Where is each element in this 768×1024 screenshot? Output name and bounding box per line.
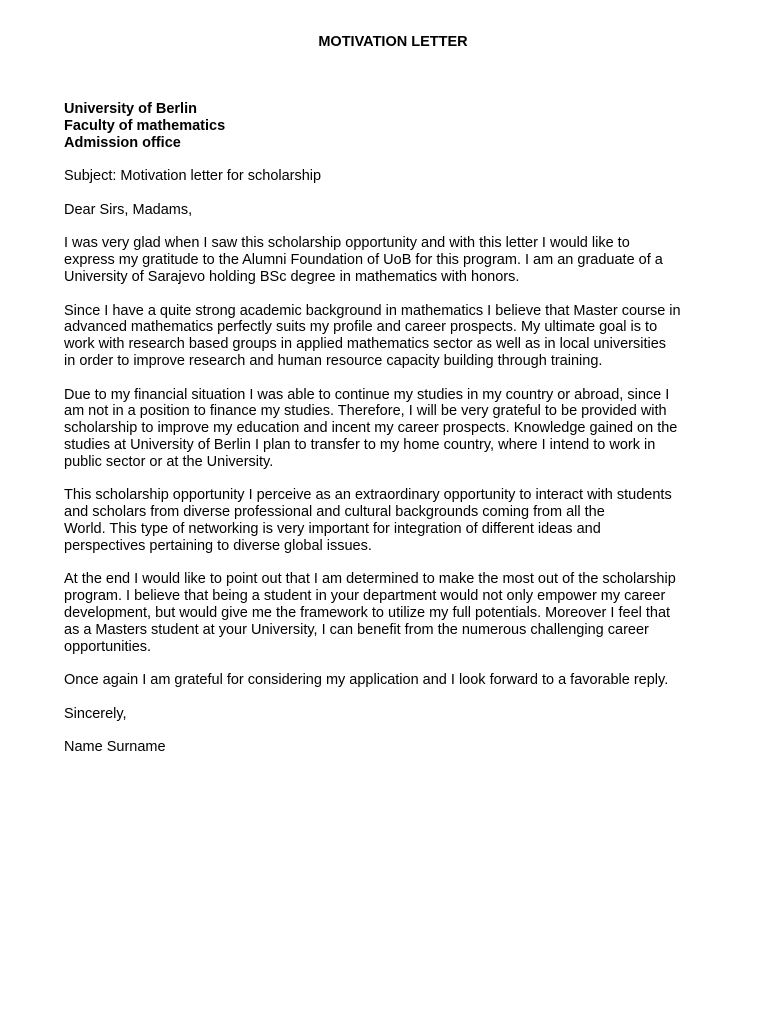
text-line: scholarship to improve my education and incent my career prospects. Knowledge gained on the xyxy=(64,420,678,437)
paragraph-5 xyxy=(64,571,728,655)
paragraph-3 xyxy=(64,387,728,471)
text-line: Once again I am grateful for considering my application and I look forward to a favorable reply. xyxy=(64,672,669,689)
text-line: studies at University of Berlin I plan to transfer to my home country, where I intend to work in xyxy=(64,436,656,453)
paragraph-2 xyxy=(64,303,728,370)
address-line-office: Admission office xyxy=(64,134,181,151)
text-line: program. I believe that being a student in your department would not only empower my career xyxy=(64,588,666,605)
closing: Sincerely, xyxy=(64,705,127,722)
text-line: public sector or at the University. xyxy=(64,453,274,470)
text-line: and scholars from diverse professional and cultural backgrounds coming from all the xyxy=(64,504,605,521)
paragraph-6 xyxy=(64,672,728,689)
text-line: World. This type of networking is very important for integration of different ideas and xyxy=(64,520,601,537)
text-line: At the end I would like to point out that I am determined to make the most out of the scholarship xyxy=(64,571,676,588)
text-line: in order to improve research and human resource capacity building through training. xyxy=(64,352,603,369)
salutation: Dear Sirs, Madams, xyxy=(64,201,193,218)
text-line: I was very glad when I saw this scholarship opportunity and with this letter I would like to xyxy=(64,235,630,252)
paragraph-1 xyxy=(64,235,728,285)
text-line: perspectives pertaining to diverse global issues. xyxy=(64,537,372,554)
text-line: express my gratitude to the Alumni Foundation of UoB for this program. I am an graduate of a xyxy=(64,252,663,269)
letter-body xyxy=(64,101,728,756)
text-line: as a Masters student at your University, I can benefit from the numerous challenging career xyxy=(64,621,649,638)
recipient-address xyxy=(64,101,728,151)
text-line: University of Sarajevo holding BSc degree in mathematics with honors. xyxy=(64,268,520,285)
paragraph-4 xyxy=(64,487,728,554)
text-line: work with research based groups in applied mathematics sector as well as in local universities xyxy=(64,336,667,353)
text-line: Due to my financial situation I was able to continue my studies in my country or abroad, since I xyxy=(64,386,670,403)
text-line: advanced mathematics perfectly suits my profile and career prospects. My ultimate goal is to xyxy=(64,319,658,336)
page-title: MOTIVATION LETTER xyxy=(318,34,468,50)
address-line-faculty: Faculty of mathematics xyxy=(64,117,226,134)
text-line: opportunities. xyxy=(64,638,152,655)
text-line: development, but would give me the framework to utilize my full potentials. Moreover I feel that xyxy=(64,604,671,621)
text-line: Since I have a quite strong academic background in mathematics I believe that Master course in xyxy=(64,302,681,319)
text-line: am not in a position to finance my studies. Therefore, I will be very grateful to be provided with xyxy=(64,403,667,420)
text-line: This scholarship opportunity I perceive as an extraordinary opportunity to interact with students xyxy=(64,487,672,504)
signature: Name Surname xyxy=(64,739,166,756)
address-line-university: University of Berlin xyxy=(64,101,197,117)
subject-line: Subject: Motivation letter for scholarship xyxy=(64,168,322,185)
